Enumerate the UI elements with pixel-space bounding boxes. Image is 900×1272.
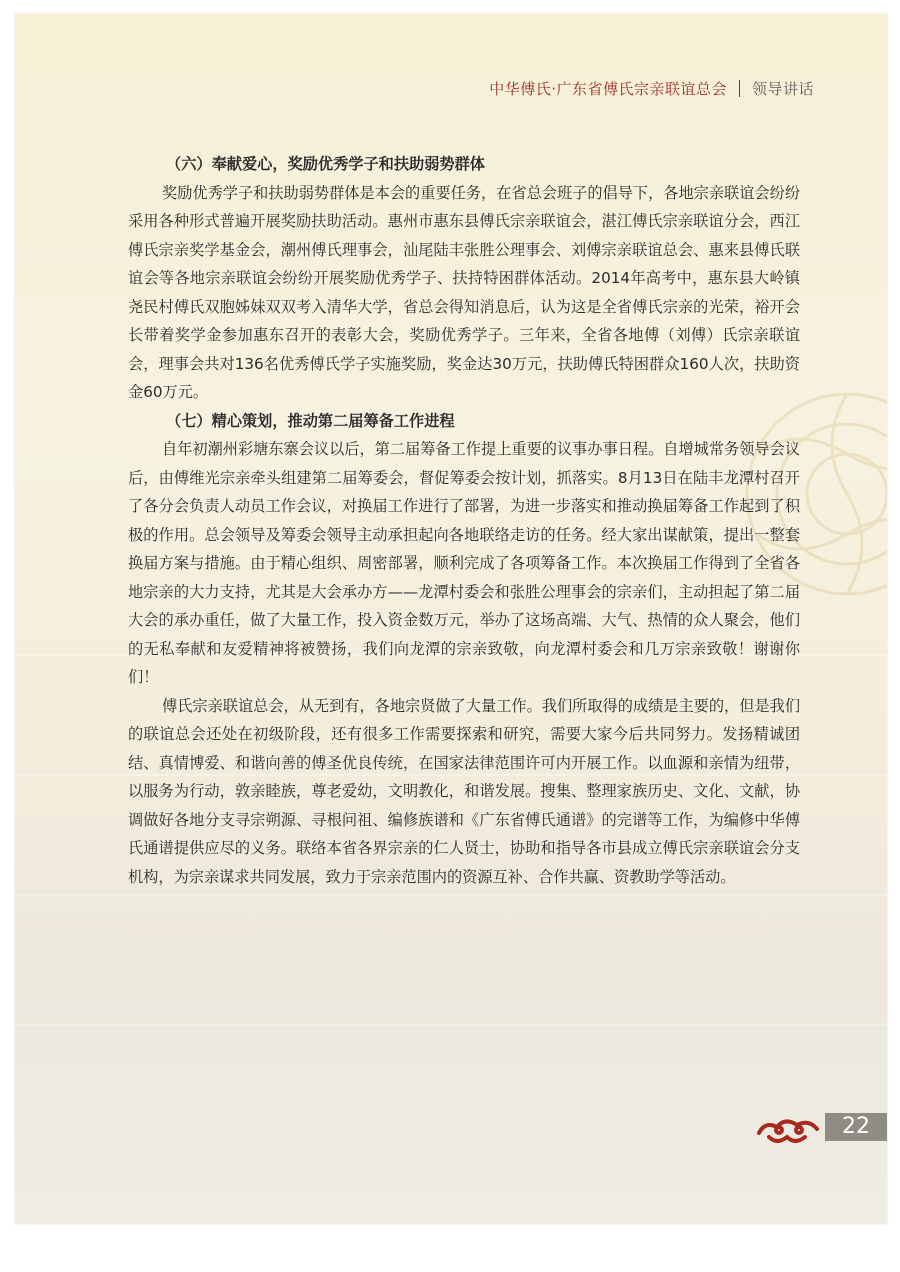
header-organization: 中华傅氏·广东省傅氏宗亲联谊总会 (489, 80, 727, 98)
section-paragraph: 自年初潮州彩塘东寨会议以后，第二届筹备工作提上重要的议事办事日程。自增城常务领导会议后，由傅维光宗亲牵头组建第二届筹委会，督促筹委会按计划，抓落实。8月13日在陆丰龙潭村召开了各分会负责人动员工作会议，对换届工作进行了部署，为进一步落实和推动换届筹备工作起到了积极的作用。总会领导及筹委会领导主动承担起向各地联络走访的任务。经大家出谋献策，提出一整套换届方案与措施。由于精心组织、周密部署，顺利完成了各项筹备工作。本次换届工作得到了全省各地宗亲的大力支持，尤其是大会承办方——龙潭村委会和张胜公理事会的宗亲们，主动担起了第二届大会的承办重任，做了大量工作，投入资金数万元，举办了这场高端、大气、热情的众人聚会，他们的无私奉献和友爱精神将被赞扬，我们向龙潭的宗亲致敬，向龙潭村委会和几万宗亲致敬！谢谢你们！ (128, 440, 800, 686)
article-body (128, 150, 800, 891)
page-number: 22 (825, 1113, 887, 1141)
page-footer (755, 1113, 887, 1149)
header-section: 领导讲话 (751, 80, 814, 98)
cloud-ornament-icon (755, 1113, 825, 1149)
section-heading: （六）奉献爱心，奖励优秀学子和扶助弱势群体 (166, 155, 485, 173)
section-paragraph: 奖励优秀学子和扶助弱势群体是本会的重要任务，在省总会班子的倡导下，各地宗亲联谊会纷纷采用各种形式普遍开展奖励扶助活动。惠州市惠东县傅氏宗亲联谊会，湛江傅氏宗亲联谊分会，西江傅氏宗亲奖学基金会，潮州傅氏理事会，汕尾陆丰张胜公理事会、刘傅宗亲联谊总会、惠来县傅氏联谊会等各地宗亲联谊会纷纷开展奖励优秀学子、扶持特困群体活动。2014年高考中，惠东县大岭镇尧民村傅氏双胞姊妹双双考入清华大学，省总会得知消息后，认为这是全省傅氏宗亲的光荣，裕开会长带着奖学金参加惠东召开的表彰大会，奖励优秀学子。三年来，全省各地傅（刘傅）氏宗亲联谊会，理事会共对136名优秀傅氏学子实施奖励，奖金达30万元，扶助傅氏特困群众160人次，扶助资金60万元。 (128, 183, 800, 401)
running-header (489, 78, 814, 99)
wave-line (15, 1024, 887, 1026)
closing-paragraph: 傅氏宗亲联谊总会，从无到有，各地宗贤做了大量工作。我们所取得的成绩是主要的，但是我们的联谊总会还处在初级阶段，还有很多工作需要探索和研究，需要大家今后共同努力。发扬精诚团结、真情博爱、和谐向善的傅圣优良传统，在国家法律范围许可内开展工作。以血源和亲情为纽带，以服务为行动，敦亲睦族，尊老爱幼，文明教化，和谐发展。搜集、整理家族历史、文化、文献，协调做好各地分支寻宗朔源、寻根问祖、编修族谱和《广东省傅氏通谱》的完谱等工作，为编修中华傅氏通谱提供应尽的义务。联络本省各界宗亲的仁人贤士，协助和指导各市县成立傅氏宗亲联谊会分支机构，为宗亲谋求共同发展，致力于宗亲范围内的资源互补、合作共赢、资教助学等活动。 (128, 696, 800, 886)
header-divider (739, 80, 740, 97)
wave-line (15, 894, 887, 896)
section-heading: （七）精心策划，推动第二届筹备工作进程 (166, 411, 455, 430)
